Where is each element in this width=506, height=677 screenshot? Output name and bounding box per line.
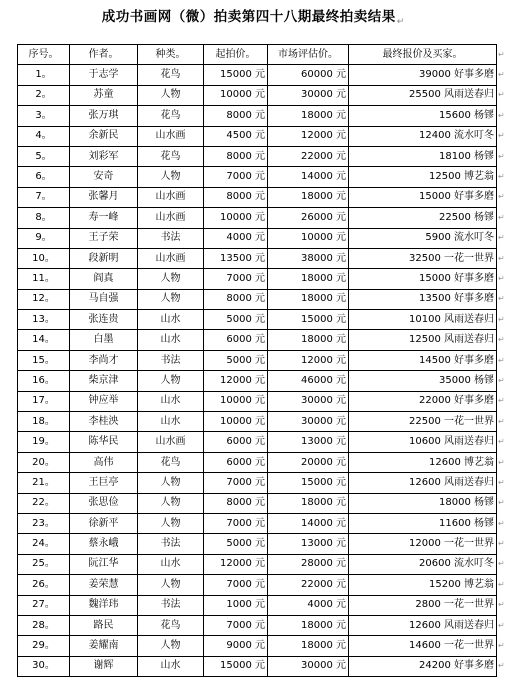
cell-number: 5。	[18, 146, 70, 166]
cell-final-price-buyer: 32500 一花一世界	[349, 248, 497, 268]
cell-kind: 山水	[138, 554, 204, 574]
cell-start-price: 4000 元	[204, 228, 268, 248]
cell-start-price: 12000 元	[204, 371, 268, 391]
row-end-mark-icon: ↵	[498, 355, 505, 365]
cell-start-price: 8000 元	[204, 146, 268, 166]
cell-final-price-buyer: 39000 好事多磨	[349, 65, 497, 85]
cell-kind: 山水画	[138, 248, 204, 268]
table-row	[18, 615, 497, 635]
cell-kind: 花鸟	[138, 65, 204, 85]
cell-final-price-buyer: 12600 风雨送春归	[349, 473, 497, 493]
table-row	[18, 452, 497, 472]
table-row	[18, 248, 497, 268]
cell-number: 14。	[18, 330, 70, 350]
cell-number: 13。	[18, 310, 70, 330]
cell-final-price-buyer: 12500 风雨送春归	[349, 330, 497, 350]
cell-number: 15。	[18, 350, 70, 370]
cell-kind: 书法	[138, 350, 204, 370]
cell-author: 苏童	[70, 85, 138, 105]
cell-start-price: 10000 元	[204, 208, 268, 228]
cell-estimate: 22000 元	[268, 146, 349, 166]
cell-kind: 山水	[138, 412, 204, 432]
cell-estimate: 60000 元	[268, 65, 349, 85]
cell-number: 9。	[18, 228, 70, 248]
cell-number: 8。	[18, 208, 70, 228]
cell-estimate: 38000 元	[268, 248, 349, 268]
cell-start-price: 8000 元	[204, 187, 268, 207]
row-end-mark-icon: ↵	[498, 620, 505, 630]
table-row	[18, 350, 497, 370]
cell-author: 段新明	[70, 248, 138, 268]
table-row	[18, 371, 497, 391]
table-row	[18, 310, 497, 330]
cell-author: 于志学	[70, 65, 138, 85]
cell-number: 7。	[18, 187, 70, 207]
cell-author: 白墨	[70, 330, 138, 350]
cell-number: 26。	[18, 575, 70, 595]
table-row	[18, 330, 497, 350]
cell-estimate: 12000 元	[268, 126, 349, 146]
table-row	[18, 269, 497, 289]
cell-number: 21。	[18, 473, 70, 493]
cell-number: 29。	[18, 636, 70, 656]
cell-estimate: 30000 元	[268, 412, 349, 432]
cell-kind: 山水画	[138, 187, 204, 207]
row-end-mark-icon: ↵	[498, 661, 505, 671]
column-header-final: 最终报价及买家。	[349, 45, 497, 65]
cell-author: 寿一峰	[70, 208, 138, 228]
cell-estimate: 22000 元	[268, 575, 349, 595]
cell-author: 姜荣慧	[70, 575, 138, 595]
cell-start-price: 7000 元	[204, 575, 268, 595]
cell-author: 柴京津	[70, 371, 138, 391]
cell-estimate: 20000 元	[268, 452, 349, 472]
row-end-mark-icon: ↵	[498, 192, 505, 202]
cell-kind: 花鸟	[138, 452, 204, 472]
table-row	[18, 208, 497, 228]
column-header-start-price: 起拍价。	[204, 45, 268, 65]
cell-estimate: 4000 元	[268, 595, 349, 615]
cell-author: 张思俭	[70, 493, 138, 513]
cell-author: 李桂泱	[70, 412, 138, 432]
cell-kind: 书法	[138, 534, 204, 554]
cell-final-price-buyer: 10100 风雨送春归	[349, 310, 497, 330]
cell-number: 16。	[18, 371, 70, 391]
table-header-row	[18, 45, 497, 65]
cell-number: 1。	[18, 65, 70, 85]
cell-author: 钟应举	[70, 391, 138, 411]
cell-final-price-buyer: 14600 一花一世界	[349, 636, 497, 656]
cell-estimate: 28000 元	[268, 554, 349, 574]
cell-kind: 山水	[138, 656, 204, 676]
cell-final-price-buyer: 12000 一花一世界	[349, 534, 497, 554]
cell-number: 22。	[18, 493, 70, 513]
cell-author: 阮江华	[70, 554, 138, 574]
cell-start-price: 7000 元	[204, 269, 268, 289]
table-row	[18, 595, 497, 615]
cell-number: 23。	[18, 513, 70, 533]
cell-start-price: 5000 元	[204, 534, 268, 554]
cell-kind: 书法	[138, 595, 204, 615]
cell-author: 余新民	[70, 126, 138, 146]
cell-start-price: 5000 元	[204, 350, 268, 370]
cell-kind: 山水	[138, 310, 204, 330]
row-end-mark-icon: ↵	[498, 49, 505, 59]
cell-kind: 山水画	[138, 432, 204, 452]
cell-final-price-buyer: 12500 博艺翁	[349, 167, 497, 187]
cell-kind: 书法	[138, 228, 204, 248]
cell-kind: 花鸟	[138, 106, 204, 126]
cell-kind: 人物	[138, 513, 204, 533]
cell-kind: 人物	[138, 575, 204, 595]
cell-start-price: 1000 元	[204, 595, 268, 615]
row-end-mark-icon: ↵	[498, 110, 505, 120]
cell-author: 刘彩军	[70, 146, 138, 166]
cell-kind: 山水	[138, 330, 204, 350]
cell-final-price-buyer: 15000 好事多磨	[349, 187, 497, 207]
cell-start-price: 10000 元	[204, 85, 268, 105]
cell-number: 24。	[18, 534, 70, 554]
cell-estimate: 13000 元	[268, 432, 349, 452]
cell-start-price: 6000 元	[204, 330, 268, 350]
cell-kind: 人物	[138, 636, 204, 656]
cell-kind: 人物	[138, 371, 204, 391]
cell-final-price-buyer: 22500 一花一世界	[349, 412, 497, 432]
cell-final-price-buyer: 12600 风雨送春归	[349, 615, 497, 635]
table-row	[18, 65, 497, 85]
cell-final-price-buyer: 12600 博艺翁	[349, 452, 497, 472]
table-row	[18, 187, 497, 207]
cell-final-price-buyer: 12400 流水叮冬	[349, 126, 497, 146]
cell-author: 路民	[70, 615, 138, 635]
cell-author: 安奇	[70, 167, 138, 187]
cell-final-price-buyer: 20600 流水叮冬	[349, 554, 497, 574]
title-row	[0, 3, 506, 31]
cell-author: 姜耀南	[70, 636, 138, 656]
cell-start-price: 8000 元	[204, 289, 268, 309]
cell-final-price-buyer: 13500 好事多磨	[349, 289, 497, 309]
row-end-mark-icon: ↵	[498, 437, 505, 447]
cell-author: 谢辉	[70, 656, 138, 676]
row-end-mark-icon: ↵	[498, 294, 505, 304]
cell-estimate: 18000 元	[268, 636, 349, 656]
cell-final-price-buyer: 24200 好事多磨	[349, 656, 497, 676]
row-end-mark-icon: ↵	[498, 314, 505, 324]
cell-start-price: 10000 元	[204, 412, 268, 432]
cell-author: 王子荣	[70, 228, 138, 248]
cell-author: 张馨月	[70, 187, 138, 207]
column-header-kind: 种类。	[138, 45, 204, 65]
cell-estimate: 30000 元	[268, 85, 349, 105]
cell-number: 28。	[18, 615, 70, 635]
cell-kind: 人物	[138, 269, 204, 289]
cell-author: 徐新平	[70, 513, 138, 533]
table-body	[18, 65, 497, 677]
row-end-mark-icon: ↵	[498, 396, 505, 406]
table-row	[18, 432, 497, 452]
table-row	[18, 126, 497, 146]
cell-estimate: 18000 元	[268, 615, 349, 635]
cell-kind: 人物	[138, 473, 204, 493]
cell-author: 马自强	[70, 289, 138, 309]
table-row	[18, 167, 497, 187]
cell-kind: 山水	[138, 391, 204, 411]
cell-estimate: 18000 元	[268, 269, 349, 289]
row-end-mark-icon: ↵	[498, 457, 505, 467]
cell-estimate: 14000 元	[268, 167, 349, 187]
cell-author: 张万琪	[70, 106, 138, 126]
cell-author: 魏洋玮	[70, 595, 138, 615]
cell-author: 王巨亭	[70, 473, 138, 493]
table-row	[18, 493, 497, 513]
row-end-mark-icon: ↵	[498, 477, 505, 487]
cell-number: 25。	[18, 554, 70, 574]
cell-kind: 花鸟	[138, 146, 204, 166]
cell-estimate: 15000 元	[268, 310, 349, 330]
row-end-mark-icon: ↵	[498, 416, 505, 426]
cell-author: 高伟	[70, 452, 138, 472]
table-row	[18, 575, 497, 595]
cell-estimate: 18000 元	[268, 106, 349, 126]
row-end-mark-icon: ↵	[498, 233, 505, 243]
cell-number: 30。	[18, 656, 70, 676]
row-end-mark-icon: ↵	[498, 172, 505, 182]
table-row	[18, 289, 497, 309]
row-end-mark-icon: ↵	[498, 498, 505, 508]
cell-final-price-buyer: 15600 杨镠	[349, 106, 497, 126]
cell-estimate: 13000 元	[268, 534, 349, 554]
cell-start-price: 7000 元	[204, 513, 268, 533]
row-end-mark-icon: ↵	[498, 90, 505, 100]
cell-number: 12。	[18, 289, 70, 309]
cell-kind: 人物	[138, 167, 204, 187]
cell-start-price: 9000 元	[204, 636, 268, 656]
cell-estimate: 15000 元	[268, 473, 349, 493]
cell-final-price-buyer: 11600 杨镠	[349, 513, 497, 533]
table-row	[18, 412, 497, 432]
cell-kind: 人物	[138, 493, 204, 513]
cell-start-price: 6000 元	[204, 452, 268, 472]
table-row	[18, 656, 497, 676]
cell-number: 20。	[18, 452, 70, 472]
table-row	[18, 85, 497, 105]
cell-estimate: 18000 元	[268, 187, 349, 207]
cell-estimate: 18000 元	[268, 289, 349, 309]
row-end-mark-icon: ↵	[498, 212, 505, 222]
table-row	[18, 473, 497, 493]
cell-number: 10。	[18, 248, 70, 268]
cell-author: 李尚才	[70, 350, 138, 370]
cell-kind: 花鸟	[138, 615, 204, 635]
cell-start-price: 15000 元	[204, 656, 268, 676]
cell-start-price: 7000 元	[204, 473, 268, 493]
cell-author: 张连贵	[70, 310, 138, 330]
table-row	[18, 636, 497, 656]
cell-kind: 山水画	[138, 208, 204, 228]
cell-final-price-buyer: 18000 杨镠	[349, 493, 497, 513]
row-end-mark-icon: ↵	[498, 518, 505, 528]
cell-final-price-buyer: 14500 好事多磨	[349, 350, 497, 370]
cell-estimate: 46000 元	[268, 371, 349, 391]
row-end-mark-icon: ↵	[498, 641, 505, 651]
row-end-mark-icon: ↵	[498, 273, 505, 283]
cell-final-price-buyer: 22500 杨镠	[349, 208, 497, 228]
cell-start-price: 13500 元	[204, 248, 268, 268]
cell-number: 2。	[18, 85, 70, 105]
cell-final-price-buyer: 25500 风雨送春归	[349, 85, 497, 105]
cell-start-price: 10000 元	[204, 391, 268, 411]
row-end-mark-icon: ↵	[498, 559, 505, 569]
column-header-author: 作者。	[70, 45, 138, 65]
cell-number: 27。	[18, 595, 70, 615]
cell-number: 11。	[18, 269, 70, 289]
column-header-number: 序号。	[18, 45, 70, 65]
row-end-mark-icon: ↵	[498, 375, 505, 385]
row-end-mark-icon: ↵	[498, 600, 505, 610]
cell-number: 18。	[18, 412, 70, 432]
cell-number: 19。	[18, 432, 70, 452]
cell-number: 6。	[18, 167, 70, 187]
cell-number: 3。	[18, 106, 70, 126]
row-end-mark-icon: ↵	[498, 335, 505, 345]
table-row	[18, 391, 497, 411]
cell-final-price-buyer: 22000 好事多磨	[349, 391, 497, 411]
cell-author: 陈华民	[70, 432, 138, 452]
cell-start-price: 15000 元	[204, 65, 268, 85]
cell-author: 阎真	[70, 269, 138, 289]
paragraph-mark-icon: ↵	[396, 17, 405, 27]
row-end-mark-icon: ↵	[498, 151, 505, 161]
cell-final-price-buyer: 5900 流水叮冬	[349, 228, 497, 248]
cell-estimate: 14000 元	[268, 513, 349, 533]
cell-start-price: 4500 元	[204, 126, 268, 146]
cell-start-price: 7000 元	[204, 167, 268, 187]
cell-final-price-buyer: 15200 博艺翁	[349, 575, 497, 595]
cell-estimate: 18000 元	[268, 330, 349, 350]
column-header-estimate: 市场评估价。	[268, 45, 349, 65]
cell-estimate: 12000 元	[268, 350, 349, 370]
cell-start-price: 8000 元	[204, 493, 268, 513]
cell-final-price-buyer: 10600 风雨送春归	[349, 432, 497, 452]
cell-estimate: 30000 元	[268, 391, 349, 411]
cell-final-price-buyer: 35000 杨镠	[349, 371, 497, 391]
cell-estimate: 30000 元	[268, 656, 349, 676]
cell-author: 蔡永峨	[70, 534, 138, 554]
table-row	[18, 106, 497, 126]
cell-final-price-buyer: 15000 好事多磨	[349, 269, 497, 289]
cell-final-price-buyer: 18100 杨镠	[349, 146, 497, 166]
row-end-mark-icon: ↵	[498, 539, 505, 549]
document-title: 成功书画网（微）拍卖第四十八期最终拍卖结果	[101, 9, 396, 25]
cell-kind: 人物	[138, 289, 204, 309]
table-row	[18, 534, 497, 554]
cell-number: 17。	[18, 391, 70, 411]
table-row	[18, 228, 497, 248]
cell-kind: 山水画	[138, 126, 204, 146]
row-end-mark-icon: ↵	[498, 70, 505, 80]
cell-start-price: 7000 元	[204, 615, 268, 635]
cell-final-price-buyer: 2800 一花一世界	[349, 595, 497, 615]
table-row	[18, 513, 497, 533]
row-end-mark-icon: ↵	[498, 131, 505, 141]
cell-estimate: 18000 元	[268, 493, 349, 513]
cell-kind: 人物	[138, 85, 204, 105]
table-row	[18, 146, 497, 166]
cell-estimate: 10000 元	[268, 228, 349, 248]
results-table	[17, 44, 497, 677]
row-end-mark-icon: ↵	[498, 579, 505, 589]
cell-estimate: 26000 元	[268, 208, 349, 228]
row-end-mark-icon: ↵	[498, 253, 505, 263]
table-row	[18, 554, 497, 574]
cell-number: 4。	[18, 126, 70, 146]
cell-start-price: 6000 元	[204, 432, 268, 452]
cell-start-price: 12000 元	[204, 554, 268, 574]
cell-start-price: 8000 元	[204, 106, 268, 126]
cell-start-price: 5000 元	[204, 310, 268, 330]
